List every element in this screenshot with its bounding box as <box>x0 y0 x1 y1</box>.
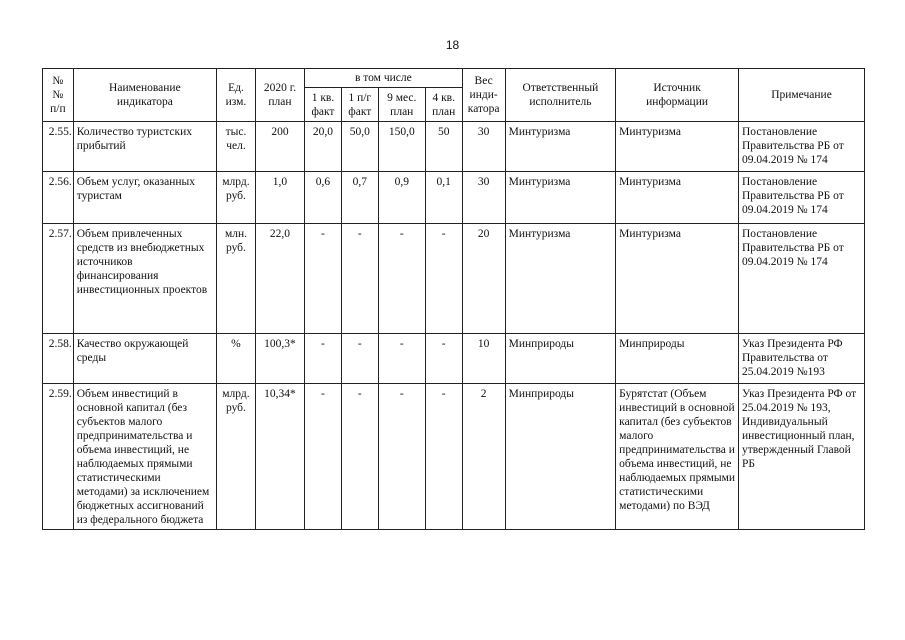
header-unit: Ед. изм. <box>217 69 256 122</box>
responsible: Минприроды <box>505 334 616 384</box>
h1-fact: - <box>341 384 378 530</box>
table-row <box>43 122 865 172</box>
q4-plan: - <box>425 384 462 530</box>
weight: 20 <box>462 224 505 334</box>
indicator-name: Объем инвестиций в основной капитал (без субъектов малого предпринимательства и объема инвестиций, не наблюдаемых прямыми статистическими методами) за исключением бюджетных ассигнований из федерального бюджета <box>73 384 216 530</box>
plan-2020: 22,0 <box>255 224 304 334</box>
indicator-name: Качество окружающей среды <box>73 334 216 384</box>
table-header <box>43 69 865 122</box>
unit: млрд. руб. <box>217 384 256 530</box>
weight: 2 <box>462 384 505 530</box>
h1-fact: - <box>341 224 378 334</box>
q1-fact: 20,0 <box>305 122 342 172</box>
unit: % <box>217 334 256 384</box>
header-num: № № п/п <box>43 69 74 122</box>
row-number: 2.55. <box>43 122 74 172</box>
m9-plan: - <box>378 334 425 384</box>
q1-fact: - <box>305 384 342 530</box>
note: Постановление Правительства РБ от 09.04.2019 № 174 <box>739 224 865 334</box>
table-row <box>43 334 865 384</box>
m9-plan: - <box>378 384 425 530</box>
m9-plan: - <box>378 224 425 334</box>
header-9m: 9 мес. план <box>378 88 425 122</box>
m9-plan: 0,9 <box>378 172 425 224</box>
unit: млн. руб. <box>217 224 256 334</box>
note: Постановление Правительства РБ от 09.04.2019 № 174 <box>739 122 865 172</box>
source: Бурятстат (Объем инвестиций в основной капитал (без субъектов малого предпринимательства и объема инвестиций, не наблюдаемых прямыми статистическими методами) по ВЭД <box>616 384 739 530</box>
indicator-name: Объем привлеченных средств из внебюджетных источников финансирования инвестиционных проектов <box>73 224 216 334</box>
responsible: Минприроды <box>505 384 616 530</box>
plan-2020: 10,34* <box>255 384 304 530</box>
source: Минтуризма <box>616 224 739 334</box>
table-body <box>43 122 865 530</box>
q1-fact: - <box>305 334 342 384</box>
h1-fact: - <box>341 334 378 384</box>
table-row <box>43 224 865 334</box>
h1-fact: 0,7 <box>341 172 378 224</box>
header-responsible: Ответственный исполнитель <box>505 69 616 122</box>
responsible: Минтуризма <box>505 172 616 224</box>
weight: 30 <box>462 172 505 224</box>
m9-plan: 150,0 <box>378 122 425 172</box>
source: Минтуризма <box>616 172 739 224</box>
q4-plan: - <box>425 224 462 334</box>
unit: млрд. руб. <box>217 172 256 224</box>
q4-plan: 0,1 <box>425 172 462 224</box>
unit: тыс. чел. <box>217 122 256 172</box>
header-including: в том числе <box>305 69 463 88</box>
indicator-name: Объем услуг, оказанных туристам <box>73 172 216 224</box>
table-row <box>43 384 865 530</box>
source: Минприроды <box>616 334 739 384</box>
weight: 10 <box>462 334 505 384</box>
plan-2020: 100,3* <box>255 334 304 384</box>
h1-fact: 50,0 <box>341 122 378 172</box>
note: Указ Президента РФ Правительства от 25.04.2019 №193 <box>739 334 865 384</box>
q4-plan: - <box>425 334 462 384</box>
plan-2020: 1,0 <box>255 172 304 224</box>
responsible: Минтуризма <box>505 122 616 172</box>
table-row <box>43 172 865 224</box>
responsible: Минтуризма <box>505 224 616 334</box>
note: Постановление Правительства РБ от 09.04.2019 № 174 <box>739 172 865 224</box>
indicators-table <box>42 68 865 530</box>
row-number: 2.59. <box>43 384 74 530</box>
header-weight: Вес инди- катора <box>462 69 505 122</box>
row-number: 2.58. <box>43 334 74 384</box>
row-number: 2.57. <box>43 224 74 334</box>
indicator-name: Количество туристских прибытий <box>73 122 216 172</box>
header-note: Примечание <box>739 69 865 122</box>
note: Указ Президента РФ от 25.04.2019 № 193, Индивидуальный инвестиционный план, утвержденный Главой РБ <box>739 384 865 530</box>
header-q4: 4 кв. план <box>425 88 462 122</box>
header-h1: 1 п/г факт <box>341 88 378 122</box>
header-q1: 1 кв. факт <box>305 88 342 122</box>
header-name: Наименование индикатора <box>73 69 216 122</box>
header-plan: 2020 г. план <box>255 69 304 122</box>
q4-plan: 50 <box>425 122 462 172</box>
plan-2020: 200 <box>255 122 304 172</box>
q1-fact: 0,6 <box>305 172 342 224</box>
weight: 30 <box>462 122 505 172</box>
page-number: 18 <box>445 38 460 52</box>
row-number: 2.56. <box>43 172 74 224</box>
source: Минтуризма <box>616 122 739 172</box>
header-source: Источник информации <box>616 69 739 122</box>
q1-fact: - <box>305 224 342 334</box>
